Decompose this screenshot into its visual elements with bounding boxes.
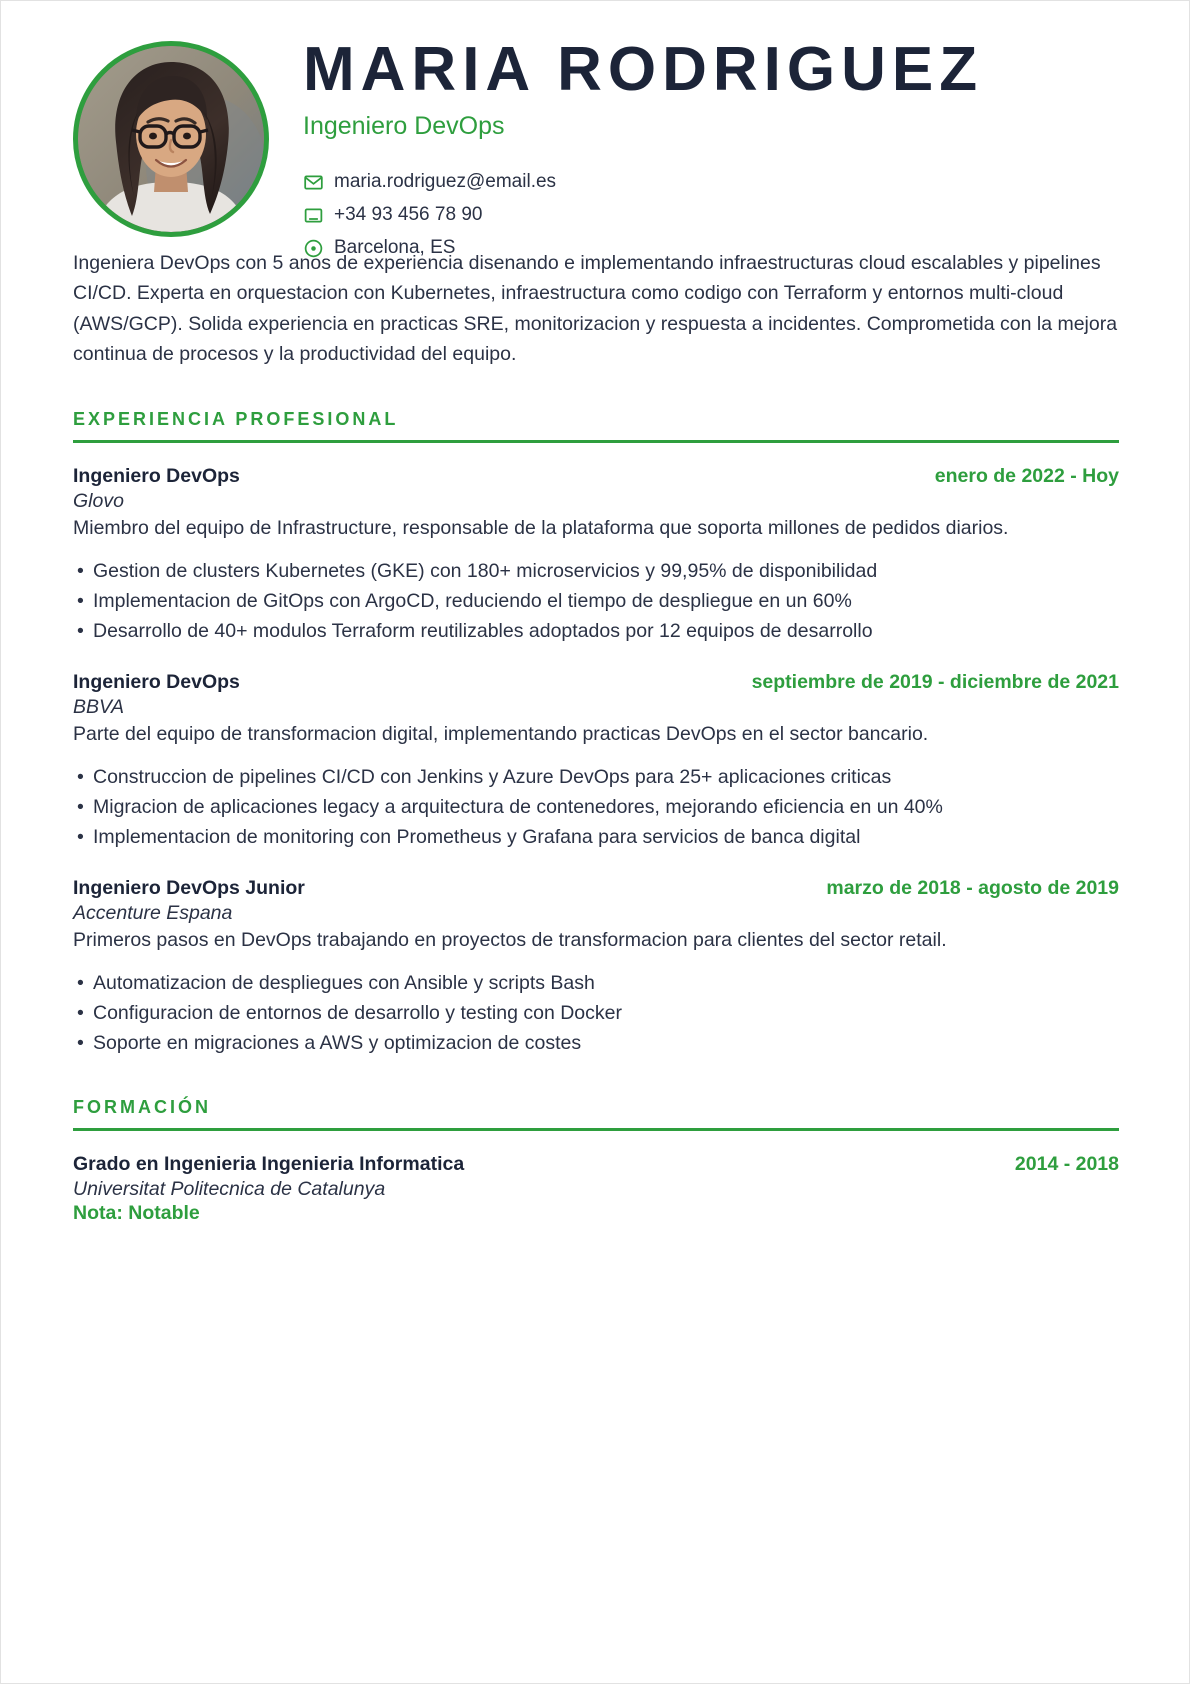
entry-bullets [73,558,1119,645]
entry-description: Primeros pasos en DevOps trabajando en proyectos de transformacion para clientes del sector retail. [73,928,947,951]
contact-email[interactable] [303,171,1119,193]
entry-header [73,465,1119,488]
entry-header [73,1153,1119,1176]
entry-organization: Accenture Espana [73,901,233,924]
list-item: • Construccion de pipelines CI/CD con Jenkins y Azure DevOps para 25+ aplicaciones criticas [73,764,1119,791]
entry-dates: marzo de 2018 - agosto de 2019 [826,876,1119,899]
contact-phone-value: +34 93 456 78 90 [334,204,483,226]
experience-entry [73,671,1119,851]
entry-role: Ingeniero DevOps Junior [73,876,305,899]
resume-header [1,1,1190,270]
portrait-illustration [78,46,264,232]
list-item: • Configuracion de entornos de desarrollo y testing con Docker [73,1000,1119,1027]
professional-summary: Ingeniera DevOps con 5 anos de experiencia disenando e implementando infraestructuras cloud escalables y pipelines CI/CD. Experta en orquestacion con Kubernetes, infraestructura como codigo con Terraform y entornos multi-cloud (AWS/GCP). Solida experiencia en practicas SRE, monitorizacion y respuesta a incidentes. Comprometida con la mejora continua de procesos y la productividad del equipo. [73,252,1118,365]
entry-organization: Glovo [73,489,124,512]
avatar-photo [78,46,264,232]
entry-header [73,671,1119,694]
header-identity [269,33,1119,270]
experience-entry [73,877,1119,1057]
list-item: • Desarrollo de 40+ modulos Terraform reutilizables adoptados por 12 equipos de desarrollo [73,618,1119,645]
list-item: • Gestion de clusters Kubernetes (GKE) con 180+ microservicios y 99,95% de disponibilidad [73,558,1119,585]
degree-title: Grado en Ingenieria Ingenieria Informatica [73,1152,465,1175]
phone-icon [303,205,324,226]
entry-description: Miembro del equipo de Infrastructure, responsable de la plataforma que soporta millones de pedidos diarios. [73,516,1009,539]
envelope-icon [303,172,324,193]
section-title-experiencia: EXPERIENCIA PROFESIONAL [73,408,399,429]
section-title-formacion: FORMACIÓN [73,1096,211,1117]
contact-list [303,171,1119,259]
section-divider [73,440,1119,443]
entry-dates: enero de 2022 - Hoy [934,464,1119,487]
list-item: • Migracion de aplicaciones legacy a arquitectura de contenedores, mejorando eficiencia en un 40% [73,794,1119,821]
entry-dates: septiembre de 2019 - diciembre de 2021 [751,670,1119,693]
school-name: Universitat Politecnica de Catalunya [73,1177,386,1200]
entry-bullets [73,764,1119,851]
contact-phone[interactable] [303,204,1119,226]
entry-role: Ingeniero DevOps [73,464,240,487]
list-item: • Implementacion de monitoring con Prometheus y Grafana para servicios de banca digital [73,824,1119,851]
section-experiencia [1,409,1190,1057]
grade-note: Nota: Notable [73,1201,200,1224]
resume-sheet [1,1,1190,1684]
experience-entry [73,465,1119,645]
list-item: • Implementacion de GitOps con ArgoCD, reduciendo el tiempo de despliegue en un 60% [73,588,1119,615]
section-divider [73,1128,1119,1131]
entry-bullets [73,970,1119,1057]
entry-description: Parte del equipo de transformacion digital, implementando practicas DevOps en el sector bancario. [73,722,929,745]
entry-role: Ingeniero DevOps [73,670,240,693]
education-entry [73,1153,1119,1225]
degree-dates: 2014 - 2018 [1014,1152,1119,1175]
entry-organization: BBVA [73,695,124,718]
list-item: • Soporte en migraciones a AWS y optimizacion de costes [73,1030,1119,1057]
section-formacion [1,1097,1190,1225]
job-title: Ingeniero DevOps [303,112,505,141]
entry-header [73,877,1119,900]
contact-email-value: maria.rodriguez@email.es [334,171,557,193]
page-title: MARIA RODRIGUEZ [303,35,984,104]
contact-location-value: Barcelona, ES [334,237,456,259]
list-item: • Automatizacion de despliegues con Ansible y scripts Bash [73,970,1119,997]
avatar [73,41,269,237]
